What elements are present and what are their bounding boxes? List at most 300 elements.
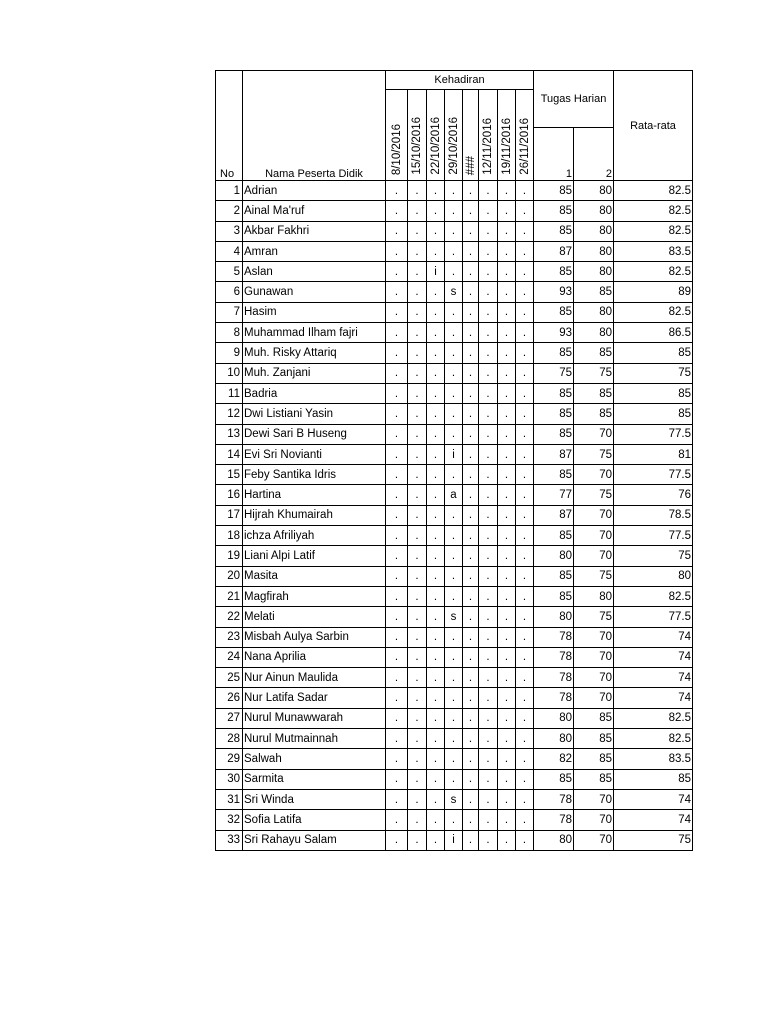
tugas-2-score: 85 [574, 383, 614, 403]
attendance-cell: . [427, 241, 445, 261]
row-number: 20 [216, 566, 243, 586]
table-body [216, 181, 693, 851]
tugas-1-score: 85 [534, 465, 574, 485]
row-number: 12 [216, 404, 243, 424]
tugas-2-score: 70 [574, 505, 614, 525]
table-row [216, 607, 693, 627]
student-name: Nur Ainun Maulida [243, 668, 386, 688]
attendance-cell: . [427, 485, 445, 505]
attendance-cell: . [516, 201, 534, 221]
table-row [216, 586, 693, 606]
attendance-cell: . [479, 383, 498, 403]
header-date-6: 12/11/2016 [479, 90, 498, 181]
attendance-cell: . [408, 485, 427, 505]
average-score: 75 [614, 546, 693, 566]
tugas-2-score: 80 [574, 302, 614, 322]
row-number: 1 [216, 181, 243, 201]
student-name: Badria [243, 383, 386, 403]
student-name: Nana Aprilia [243, 647, 386, 667]
average-score: 74 [614, 810, 693, 830]
attendance-cell: . [445, 688, 463, 708]
attendance-cell: . [408, 668, 427, 688]
attendance-cell: . [386, 607, 408, 627]
tugas-1-score: 80 [534, 607, 574, 627]
attendance-cell: . [498, 586, 516, 606]
header-tugas-harian: Tugas Harian [534, 71, 614, 128]
attendance-cell: . [498, 282, 516, 302]
attendance-cell: . [427, 302, 445, 322]
attendance-cell: . [516, 383, 534, 403]
average-score: 85 [614, 404, 693, 424]
average-score: 76 [614, 485, 693, 505]
attendance-cell: . [498, 688, 516, 708]
attendance-cell: . [516, 810, 534, 830]
attendance-cell: . [408, 404, 427, 424]
attendance-cell: . [408, 586, 427, 606]
attendance-cell: . [463, 444, 479, 464]
attendance-cell: . [408, 424, 427, 444]
tugas-2-score: 70 [574, 546, 614, 566]
attendance-cell: . [463, 526, 479, 546]
header-no: No [216, 71, 243, 181]
attendance-cell: . [386, 586, 408, 606]
attendance-cell: . [427, 221, 445, 241]
attendance-cell: . [516, 566, 534, 586]
tugas-2-score: 75 [574, 485, 614, 505]
tugas-1-score: 85 [534, 586, 574, 606]
attendance-cell: . [516, 526, 534, 546]
attendance-cell: . [386, 789, 408, 809]
attendance-cell: . [386, 343, 408, 363]
table-row [216, 241, 693, 261]
attendance-cell: . [408, 810, 427, 830]
student-name: Muh. Risky Attariq [243, 343, 386, 363]
attendance-cell: . [408, 363, 427, 383]
attendance-cell: . [498, 221, 516, 241]
tugas-2-score: 85 [574, 749, 614, 769]
attendance-cell: . [463, 546, 479, 566]
average-score: 77.5 [614, 424, 693, 444]
attendance-cell: . [463, 424, 479, 444]
average-score: 74 [614, 647, 693, 667]
attendance-cell: . [463, 241, 479, 261]
attendance-cell: . [386, 181, 408, 201]
average-score: 82.5 [614, 302, 693, 322]
attendance-cell: . [498, 627, 516, 647]
attendance-cell: . [408, 688, 427, 708]
table-row [216, 505, 693, 525]
tugas-1-score: 75 [534, 363, 574, 383]
tugas-1-score: 78 [534, 668, 574, 688]
tugas-2-score: 70 [574, 789, 614, 809]
tugas-2-score: 85 [574, 769, 614, 789]
attendance-cell: . [408, 830, 427, 850]
attendance-cell: . [516, 241, 534, 261]
attendance-cell: . [445, 668, 463, 688]
tugas-1-score: 80 [534, 708, 574, 728]
attendance-cell: . [386, 505, 408, 525]
tugas-2-score: 70 [574, 810, 614, 830]
student-name: Magfirah [243, 586, 386, 606]
row-number: 9 [216, 343, 243, 363]
row-number: 33 [216, 830, 243, 850]
attendance-cell: s [445, 789, 463, 809]
attendance-cell: . [386, 830, 408, 850]
header-date-8: 26/11/2016 [516, 90, 534, 181]
attendance-cell: . [445, 769, 463, 789]
student-name: Sofia Latifa [243, 810, 386, 830]
average-score: 86.5 [614, 323, 693, 343]
attendance-cell: . [516, 262, 534, 282]
tugas-2-score: 70 [574, 424, 614, 444]
average-score: 83.5 [614, 749, 693, 769]
attendance-cell: . [386, 688, 408, 708]
attendance-cell: . [408, 282, 427, 302]
row-number: 19 [216, 546, 243, 566]
tugas-1-score: 85 [534, 424, 574, 444]
attendance-cell: . [445, 729, 463, 749]
tugas-2-score: 70 [574, 627, 614, 647]
attendance-cell: . [427, 505, 445, 525]
tugas-2-score: 70 [574, 526, 614, 546]
tugas-1-score: 80 [534, 830, 574, 850]
student-name: Hartina [243, 485, 386, 505]
attendance-cell: . [445, 262, 463, 282]
table-row [216, 465, 693, 485]
attendance-cell: . [463, 668, 479, 688]
student-name: Nurul Munawwarah [243, 708, 386, 728]
attendance-cell: . [386, 444, 408, 464]
row-number: 18 [216, 526, 243, 546]
table-row [216, 424, 693, 444]
attendance-cell: . [463, 749, 479, 769]
attendance-cell: . [498, 505, 516, 525]
table-row [216, 485, 693, 505]
grade-table [215, 70, 693, 851]
attendance-cell: . [516, 221, 534, 241]
row-number: 28 [216, 729, 243, 749]
attendance-cell: . [445, 465, 463, 485]
tugas-1-score: 85 [534, 769, 574, 789]
tugas-2-score: 80 [574, 201, 614, 221]
tugas-1-score: 80 [534, 546, 574, 566]
table-row [216, 566, 693, 586]
attendance-cell: . [479, 627, 498, 647]
attendance-cell: . [463, 647, 479, 667]
tugas-1-score: 78 [534, 627, 574, 647]
row-number: 11 [216, 383, 243, 403]
attendance-cell: . [386, 810, 408, 830]
tugas-2-score: 80 [574, 323, 614, 343]
attendance-cell: . [445, 363, 463, 383]
attendance-cell: . [463, 323, 479, 343]
attendance-cell: . [479, 749, 498, 769]
header-date-4: 29/10/2016 [445, 90, 463, 181]
attendance-cell: . [427, 647, 445, 667]
attendance-cell: . [498, 668, 516, 688]
attendance-cell: . [463, 465, 479, 485]
attendance-cell: . [516, 729, 534, 749]
attendance-cell: . [479, 343, 498, 363]
attendance-cell: . [498, 424, 516, 444]
attendance-cell: . [427, 668, 445, 688]
row-number: 15 [216, 465, 243, 485]
attendance-cell: . [516, 769, 534, 789]
attendance-cell: . [427, 546, 445, 566]
attendance-cell: . [479, 485, 498, 505]
attendance-cell: . [427, 465, 445, 485]
tugas-1-score: 82 [534, 749, 574, 769]
average-score: 77.5 [614, 526, 693, 546]
tugas-2-score: 70 [574, 830, 614, 850]
attendance-cell: . [479, 323, 498, 343]
tugas-1-score: 77 [534, 485, 574, 505]
student-name: ichza Afriliyah [243, 526, 386, 546]
attendance-cell: . [463, 586, 479, 606]
tugas-1-score: 85 [534, 181, 574, 201]
table-row [216, 729, 693, 749]
table-row [216, 181, 693, 201]
table-row [216, 546, 693, 566]
row-number: 7 [216, 302, 243, 322]
attendance-cell: . [498, 769, 516, 789]
tugas-1-score: 85 [534, 566, 574, 586]
tugas-1-score: 85 [534, 262, 574, 282]
student-name: Sarmita [243, 769, 386, 789]
tugas-2-score: 80 [574, 262, 614, 282]
attendance-cell: . [445, 201, 463, 221]
attendance-cell: . [516, 647, 534, 667]
attendance-cell: . [498, 383, 516, 403]
attendance-cell: i [445, 444, 463, 464]
attendance-cell: . [516, 586, 534, 606]
attendance-cell: . [427, 749, 445, 769]
attendance-cell: . [463, 201, 479, 221]
attendance-cell: . [386, 404, 408, 424]
attendance-cell: . [463, 505, 479, 525]
attendance-cell: . [479, 201, 498, 221]
attendance-cell: . [479, 708, 498, 728]
average-score: 75 [614, 830, 693, 850]
attendance-cell: . [386, 221, 408, 241]
table-row [216, 526, 693, 546]
attendance-cell: . [516, 404, 534, 424]
attendance-cell: . [386, 383, 408, 403]
tugas-1-score: 78 [534, 647, 574, 667]
attendance-cell: . [386, 465, 408, 485]
attendance-cell: . [498, 607, 516, 627]
attendance-cell: . [427, 688, 445, 708]
attendance-cell: . [479, 262, 498, 282]
table-row [216, 363, 693, 383]
attendance-cell: . [479, 424, 498, 444]
tugas-2-score: 70 [574, 647, 614, 667]
attendance-cell: . [463, 282, 479, 302]
student-name: Melati [243, 607, 386, 627]
attendance-cell: . [463, 708, 479, 728]
tugas-2-score: 85 [574, 404, 614, 424]
attendance-cell: . [427, 424, 445, 444]
row-number: 13 [216, 424, 243, 444]
attendance-cell: . [498, 363, 516, 383]
attendance-cell: . [445, 383, 463, 403]
tugas-2-score: 80 [574, 181, 614, 201]
tugas-1-score: 78 [534, 688, 574, 708]
attendance-cell: . [386, 546, 408, 566]
attendance-cell: . [479, 282, 498, 302]
attendance-cell: . [408, 181, 427, 201]
student-name: Dewi Sari B Huseng [243, 424, 386, 444]
header-name: Nama Peserta Didik [243, 71, 386, 181]
table-row [216, 302, 693, 322]
tugas-1-score: 85 [534, 343, 574, 363]
attendance-cell: . [445, 424, 463, 444]
attendance-cell: . [427, 282, 445, 302]
student-name: Ainal Ma'ruf [243, 201, 386, 221]
attendance-cell: . [498, 181, 516, 201]
attendance-cell: . [427, 708, 445, 728]
student-name: Gunawan [243, 282, 386, 302]
tugas-1-score: 80 [534, 729, 574, 749]
attendance-cell: . [408, 323, 427, 343]
row-number: 14 [216, 444, 243, 464]
attendance-cell: . [386, 485, 408, 505]
average-score: 82.5 [614, 729, 693, 749]
attendance-cell: . [479, 444, 498, 464]
attendance-cell: . [516, 546, 534, 566]
attendance-cell: . [386, 323, 408, 343]
attendance-cell: a [445, 485, 463, 505]
attendance-cell: . [445, 627, 463, 647]
attendance-cell: . [463, 363, 479, 383]
student-name: Hasim [243, 302, 386, 322]
attendance-cell: . [427, 810, 445, 830]
attendance-cell: . [445, 302, 463, 322]
table-row [216, 323, 693, 343]
average-score: 81 [614, 444, 693, 464]
row-number: 29 [216, 749, 243, 769]
row-number: 26 [216, 688, 243, 708]
attendance-cell: . [445, 708, 463, 728]
attendance-cell: . [445, 221, 463, 241]
header-date-3: 22/10/2016 [427, 90, 445, 181]
attendance-cell: . [516, 181, 534, 201]
attendance-cell: . [427, 201, 445, 221]
attendance-cell: i [445, 830, 463, 850]
student-name: Amran [243, 241, 386, 261]
attendance-cell: . [516, 343, 534, 363]
attendance-cell: . [427, 343, 445, 363]
attendance-cell: . [427, 323, 445, 343]
table-row [216, 708, 693, 728]
attendance-cell: . [498, 323, 516, 343]
attendance-cell: . [427, 526, 445, 546]
average-score: 74 [614, 688, 693, 708]
attendance-cell: . [516, 465, 534, 485]
attendance-cell: . [516, 668, 534, 688]
row-number: 30 [216, 769, 243, 789]
attendance-cell: . [479, 789, 498, 809]
attendance-cell: . [445, 546, 463, 566]
row-number: 31 [216, 789, 243, 809]
attendance-cell: . [408, 769, 427, 789]
tugas-2-score: 75 [574, 444, 614, 464]
attendance-cell: . [386, 566, 408, 586]
attendance-cell: . [498, 546, 516, 566]
attendance-cell: . [427, 607, 445, 627]
attendance-cell: . [463, 627, 479, 647]
student-name: Muh. Zanjani [243, 363, 386, 383]
attendance-cell: . [479, 526, 498, 546]
attendance-cell: . [386, 749, 408, 769]
attendance-cell: . [427, 404, 445, 424]
attendance-cell: . [408, 343, 427, 363]
attendance-cell: . [516, 302, 534, 322]
average-score: 74 [614, 668, 693, 688]
table-row [216, 668, 693, 688]
attendance-cell: . [463, 566, 479, 586]
attendance-cell: . [516, 708, 534, 728]
attendance-cell: . [427, 586, 445, 606]
student-name: Muhammad Ilham fajri [243, 323, 386, 343]
header-date-2: 15/10/2016 [408, 90, 427, 181]
attendance-cell: . [427, 383, 445, 403]
attendance-cell: . [445, 647, 463, 667]
attendance-cell: . [479, 688, 498, 708]
row-number: 2 [216, 201, 243, 221]
average-score: 83.5 [614, 241, 693, 261]
tugas-1-score: 93 [534, 323, 574, 343]
attendance-cell: . [516, 688, 534, 708]
row-number: 21 [216, 586, 243, 606]
attendance-cell: . [427, 627, 445, 647]
row-number: 32 [216, 810, 243, 830]
attendance-cell: . [498, 749, 516, 769]
attendance-cell: . [463, 830, 479, 850]
attendance-cell: . [479, 363, 498, 383]
attendance-cell: . [408, 221, 427, 241]
attendance-cell: s [445, 607, 463, 627]
row-number: 8 [216, 323, 243, 343]
tugas-2-score: 85 [574, 729, 614, 749]
tugas-1-score: 85 [534, 383, 574, 403]
attendance-cell: . [408, 627, 427, 647]
attendance-cell: . [427, 181, 445, 201]
average-score: 75 [614, 363, 693, 383]
average-score: 82.5 [614, 201, 693, 221]
row-number: 23 [216, 627, 243, 647]
table-row [216, 221, 693, 241]
student-name: Nurul Mutmainnah [243, 729, 386, 749]
attendance-cell: . [408, 465, 427, 485]
attendance-cell: . [386, 282, 408, 302]
student-name: Feby Santika Idris [243, 465, 386, 485]
attendance-cell: . [479, 181, 498, 201]
attendance-cell: . [386, 424, 408, 444]
attendance-cell: . [463, 810, 479, 830]
attendance-cell: . [408, 566, 427, 586]
header-tugas-1: 1 [534, 128, 574, 181]
tugas-2-score: 70 [574, 688, 614, 708]
average-score: 77.5 [614, 607, 693, 627]
attendance-cell: . [445, 566, 463, 586]
row-number: 27 [216, 708, 243, 728]
tugas-2-score: 80 [574, 221, 614, 241]
attendance-cell: . [479, 810, 498, 830]
average-score: 80 [614, 566, 693, 586]
attendance-cell: . [408, 749, 427, 769]
attendance-cell: . [498, 444, 516, 464]
